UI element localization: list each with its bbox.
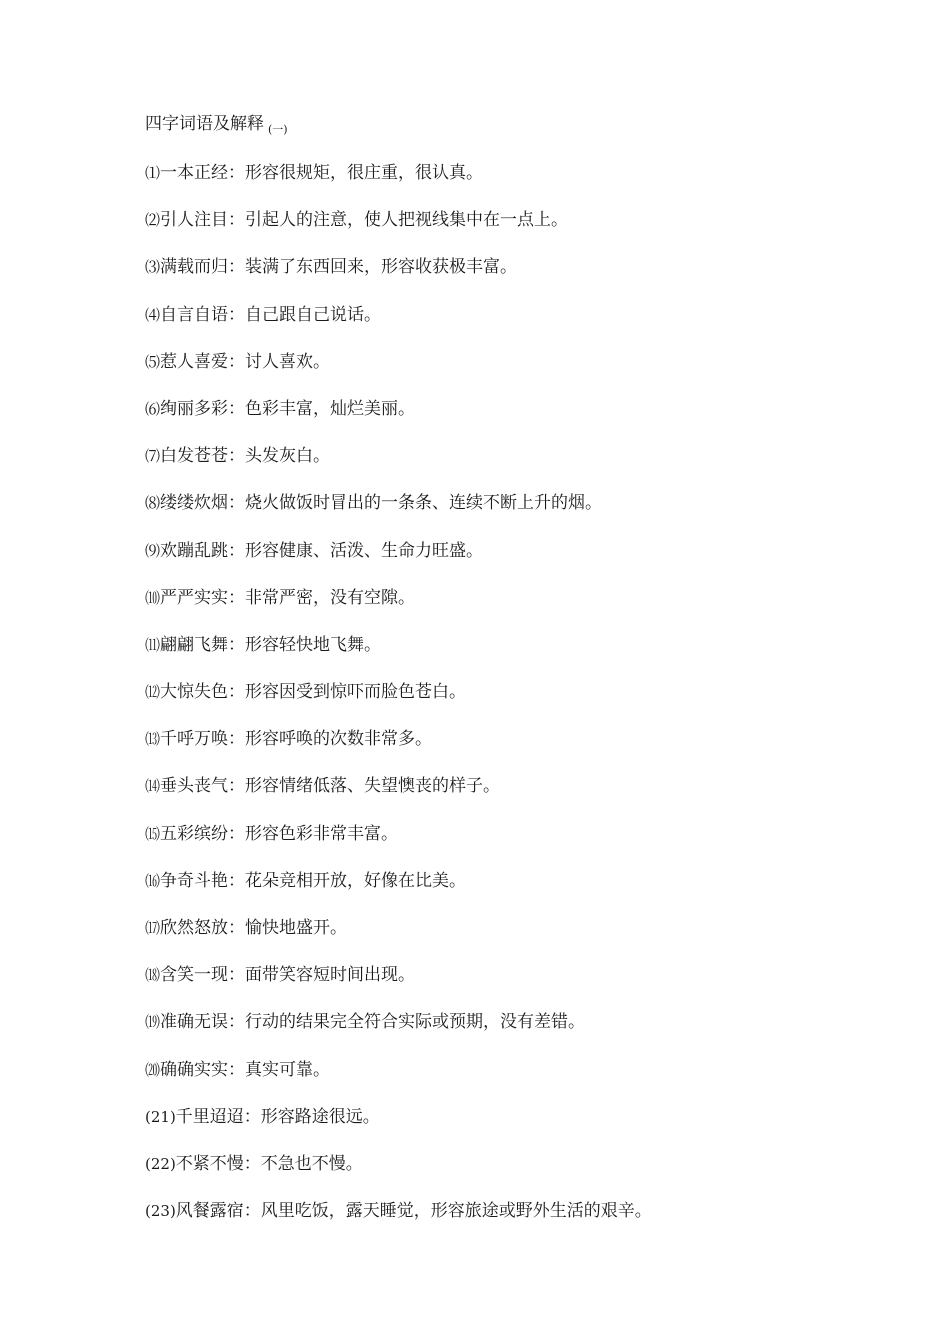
entry-number: ⑵ [145,211,161,230]
entry-number: (23) [145,1202,176,1221]
idiom-entry [145,254,905,301]
entry-text: 绚丽多彩：色彩丰富，灿烂美丽。 [160,398,416,419]
entry-text: 准确无误：行动的结果完全符合实际或预期，没有差错。 [160,1012,586,1033]
entry-text: 千里迢迢：形容路途很远。 [175,1106,380,1127]
document-title: 四字词语及解释 [145,114,264,134]
entry-number: ⑹ [145,399,161,418]
entry-text: 垂头丧气：形容情绪低落、失望懊丧的样子。 [160,776,501,797]
entry-number: ⑻ [145,494,161,513]
entry-number: ⑿ [145,683,161,702]
entry-text: 欢蹦乱跳：形容健康、活泼、生命力旺盛。 [160,540,484,561]
idiom-entry [145,773,905,820]
entry-number: ⑷ [145,305,161,324]
idiom-entry [145,443,905,490]
idiom-list [145,160,905,1245]
entry-text: 严严实实：非常严密，没有空隙。 [160,587,416,608]
entry-text: 自言自语：自己跟自己说话。 [160,304,382,325]
entry-text: 争奇斗艳：花朵竞相开放，好像在比美。 [160,870,467,891]
entry-number: ⒂ [145,824,161,843]
entry-text: 风餐露宿：风里吃饭，露天睡觉，形容旅途或野外生活的艰辛。 [175,1201,652,1222]
entry-text: 翩翩飞舞：形容轻快地飞舞。 [160,634,382,655]
entry-text: 满载而归：装满了东西回来，形容收获极丰富。 [160,257,518,278]
idiom-entry [145,1198,905,1245]
idiom-entry [145,632,905,679]
idiom-entry [145,868,905,915]
entry-number: ⑸ [145,352,161,371]
idiom-entry [145,302,905,349]
entry-text: 五彩缤纷：形容色彩非常丰富。 [160,823,399,844]
entry-number: ⑾ [145,635,161,654]
idiom-entry [145,490,905,537]
document-title-subscript: (一) [268,123,288,136]
idiom-entry [145,160,905,207]
entry-number: ⒆ [145,1013,161,1032]
idiom-entry [145,1009,905,1056]
idiom-entry [145,538,905,585]
entry-number: ⒅ [145,966,161,985]
idiom-entry [145,962,905,1009]
entry-number: ⑼ [145,541,161,560]
idiom-entry [145,726,905,773]
entry-number: ⑺ [145,447,161,466]
idiom-entry [145,1057,905,1104]
idiom-entry [145,349,905,396]
idiom-entry [145,1104,905,1151]
idiom-entry [145,915,905,962]
entry-text: 千呼万唤：形容呼唤的次数非常多。 [160,729,433,750]
entry-number: ⒀ [145,730,161,749]
entry-text: 一本正经：形容很规矩，很庄重，很认真。 [160,163,484,183]
entry-number: ⒃ [145,871,161,890]
entry-number: ⒇ [145,1060,161,1079]
entry-text: 确确实实：真实可靠。 [160,1059,331,1080]
entry-text: 缕缕炊烟：烧火做饭时冒出的一条条、连续不断上升的烟。 [160,493,603,514]
entry-text: 白发苍苍：头发灰白。 [160,446,331,467]
idiom-entry [145,396,905,443]
entry-text: 惹人喜爱：讨人喜欢。 [160,351,331,372]
entry-number: (21) [145,1107,176,1126]
document-title-line [145,112,288,138]
entry-number: ⒄ [145,919,161,937]
idiom-entry [145,821,905,868]
entry-number: ⑴ [145,164,161,182]
entry-text: 引人注目：引起人的注意，使人把视线集中在一点上。 [160,210,569,231]
entry-text: 不紧不慢：不急也不慢。 [175,1153,363,1174]
idiom-entry [145,207,905,254]
idiom-entry [145,585,905,632]
entry-text: 含笑一现：面带笑容短时间出现。 [160,965,416,986]
idiom-entry [145,679,905,726]
entry-number: ⒁ [145,777,161,796]
idiom-entry [145,1151,905,1198]
entry-number: (22) [145,1154,176,1173]
entry-text: 大惊失色：形容因受到惊吓而脸色苍白。 [160,682,467,703]
entry-number: ⑶ [145,258,161,277]
entry-number: ⑽ [145,588,161,607]
entry-text: 欣然怒放：愉快地盛开。 [160,918,348,938]
